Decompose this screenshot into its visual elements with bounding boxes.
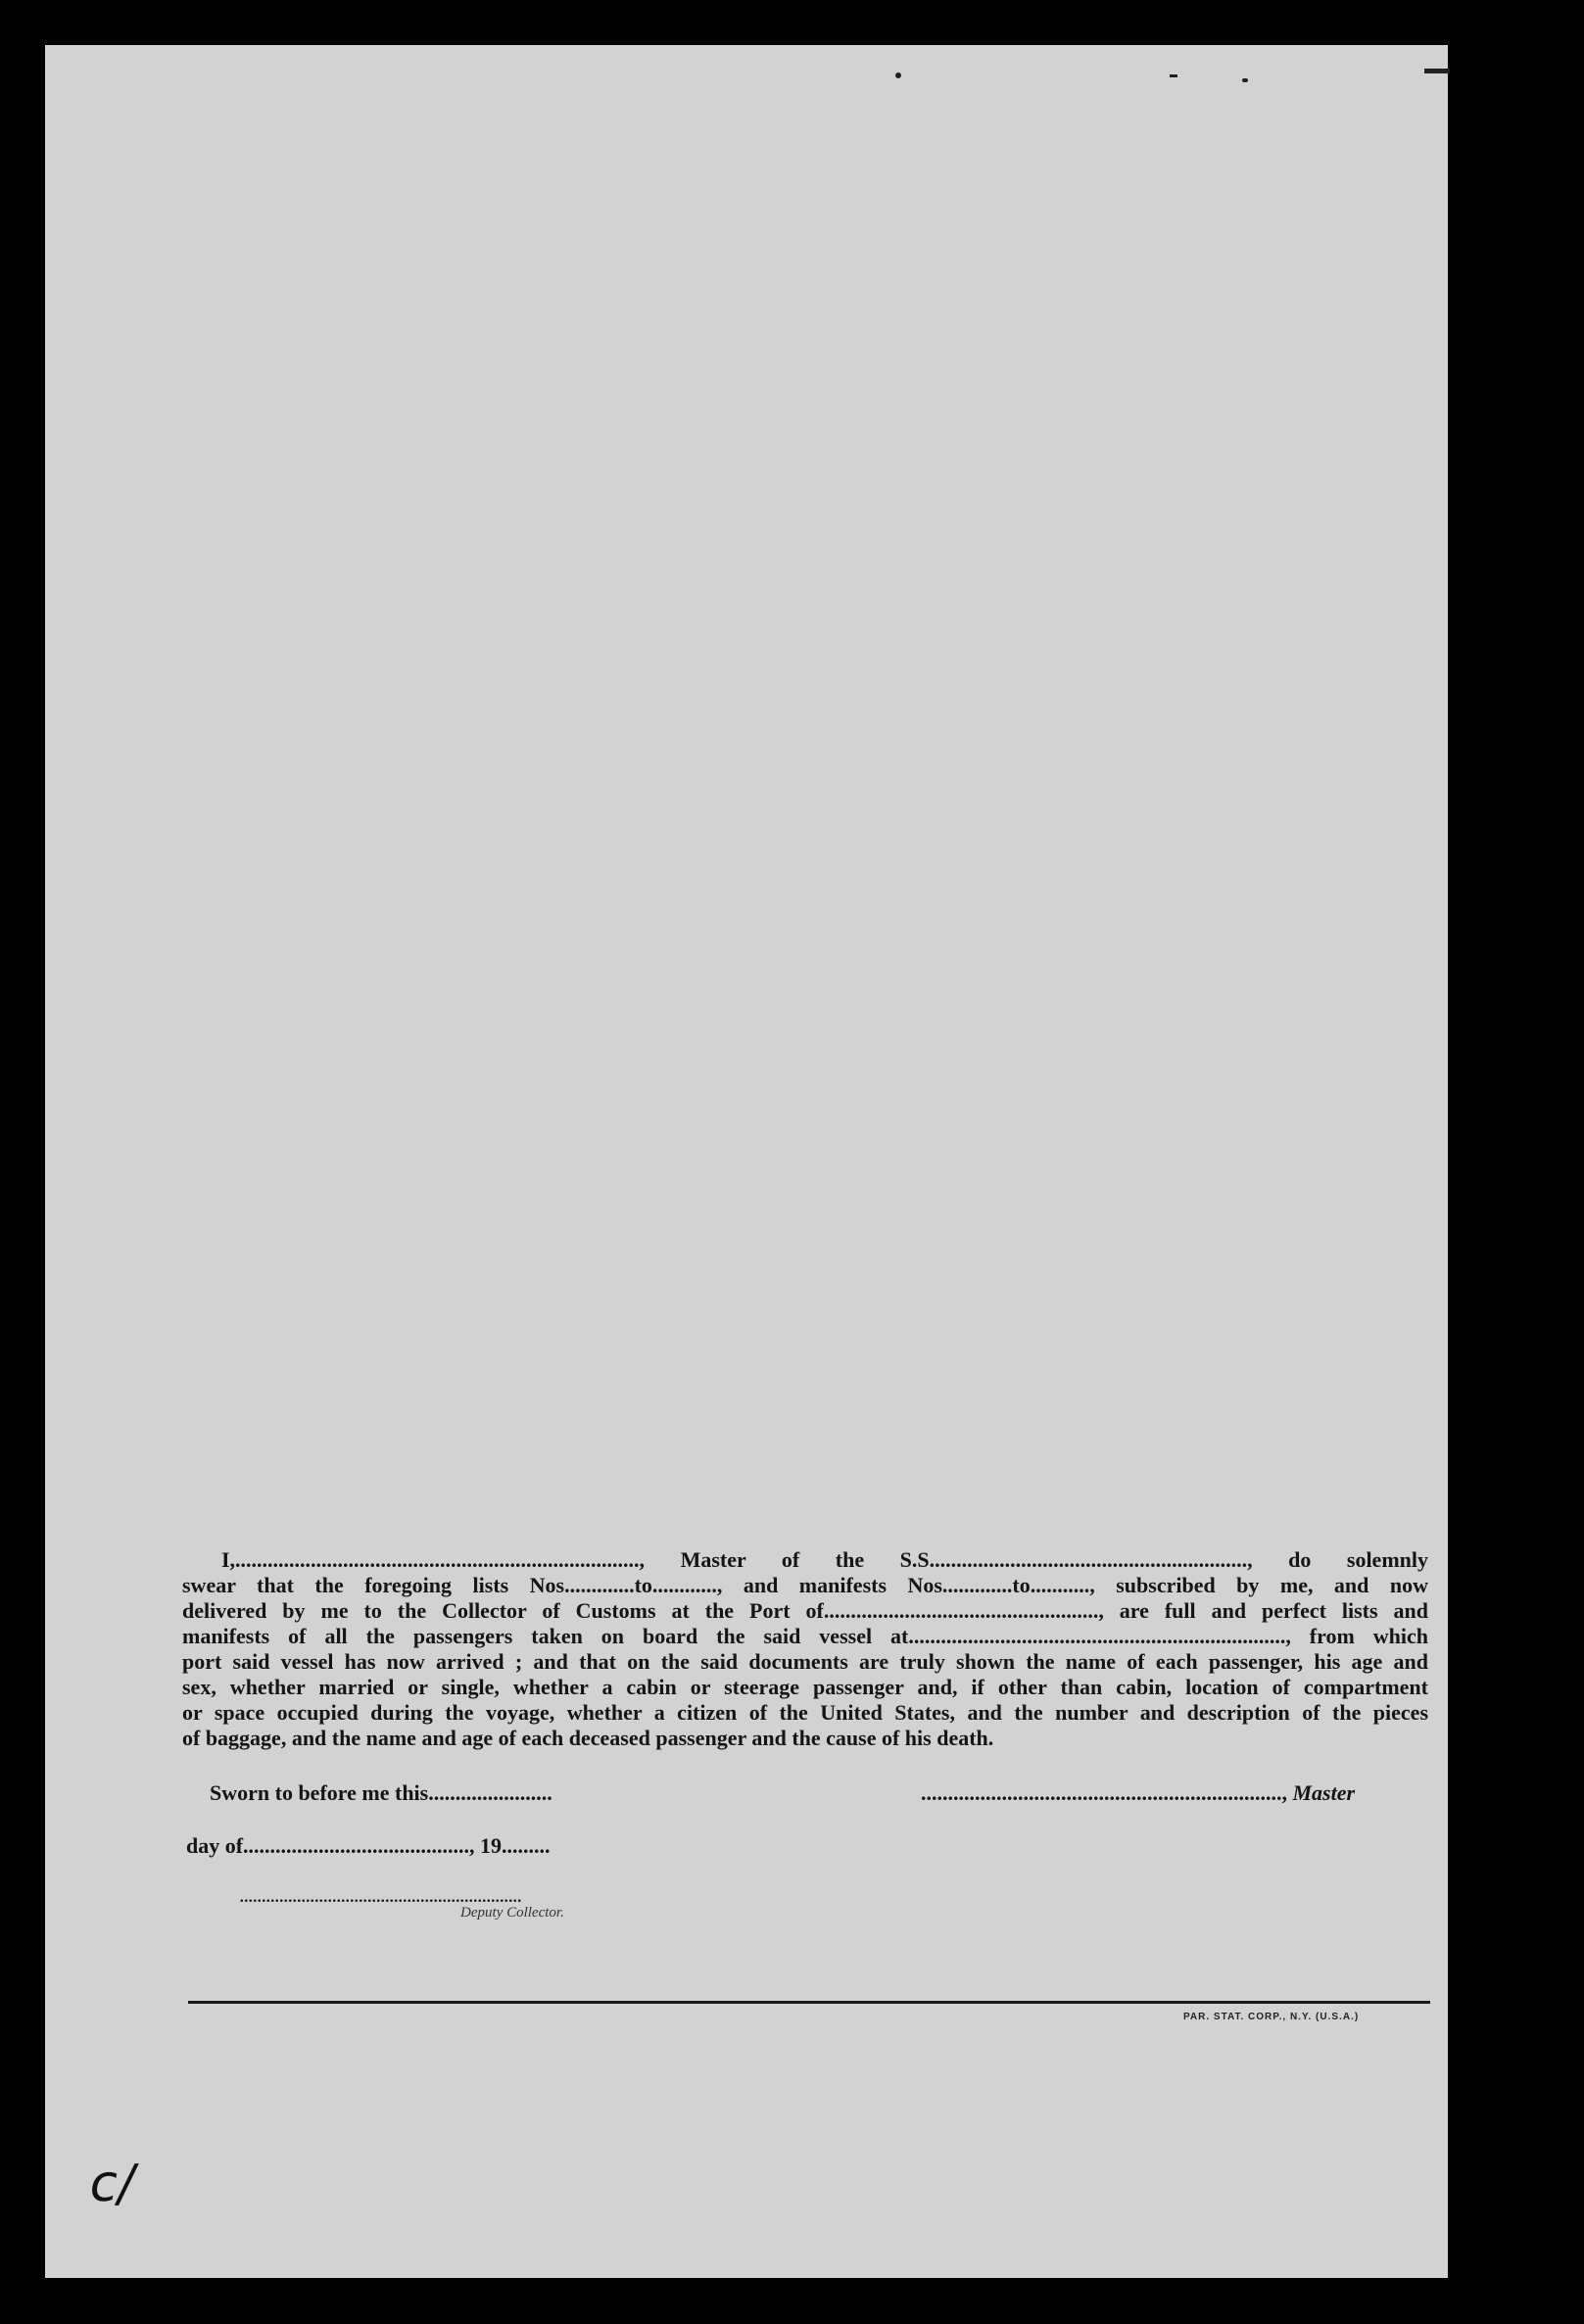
deputy-collector-label: Deputy Collector. [460,1905,564,1921]
day-line: day of.........................................., 19......... [186,1833,551,1858]
master-signature-dots: ..................................................................., [921,1780,1287,1805]
punch-hole [1465,640,1507,682]
punch-hole [1473,104,1514,145]
deputy-signature-dots: ................................................................ [239,1882,521,1907]
punch-hole [1462,1532,1503,1573]
handwritten-mark: c/ [84,2155,141,2213]
oath-line: I,..........................................................................., Master of the S.S..........................................................., do solemnly [221,1547,1428,1572]
punch-hole [1462,2059,1503,2100]
punch-hole [1465,776,1507,817]
speck [1170,74,1177,77]
punch-hole [1473,237,1514,278]
speck [895,72,901,78]
oath-line: manifests of all the passengers taken on board the said vessel at......................................................................, from which [182,1624,1428,1648]
master-signature-line [921,1780,1355,1806]
oath-line: port said vessel has now arrived ; and that on the said documents are truly shown the name of each passenger, his age and [182,1649,1428,1674]
master-label: Master [1292,1780,1356,1805]
oath-line: swear that the foregoing lists Nos.............to............, and manifests Nos.............to..........., subscribed by me, and now [182,1573,1428,1597]
speck [1424,69,1450,73]
document-page [45,45,1448,2278]
speck [1242,78,1248,82]
punch-hole [1462,2192,1503,2233]
oath-line: or space occupied during the voyage, whether a citizen of the United States, and the number and description of the pieces [182,1700,1428,1725]
oath-paragraph [182,1547,1428,1751]
oath-line: of baggage, and the name and age of each deceased passenger and the cause of his death. [182,1726,994,1750]
punch-hole [1462,1665,1503,1706]
sworn-line: Sworn to before me this....................... [210,1780,552,1805]
oath-line: delivered by me to the Collector of Customs at the Port of..................................................., are full and perfect lists and [182,1598,1428,1623]
printer-imprint: PAR. STAT. CORP., N.Y. (U.S.A.) [1183,2012,1360,2022]
footer-rule [188,2001,1430,2004]
oath-line: sex, whether married or single, whether a cabin or steerage passenger and, if other than cabin, location of compartment [182,1675,1428,1699]
